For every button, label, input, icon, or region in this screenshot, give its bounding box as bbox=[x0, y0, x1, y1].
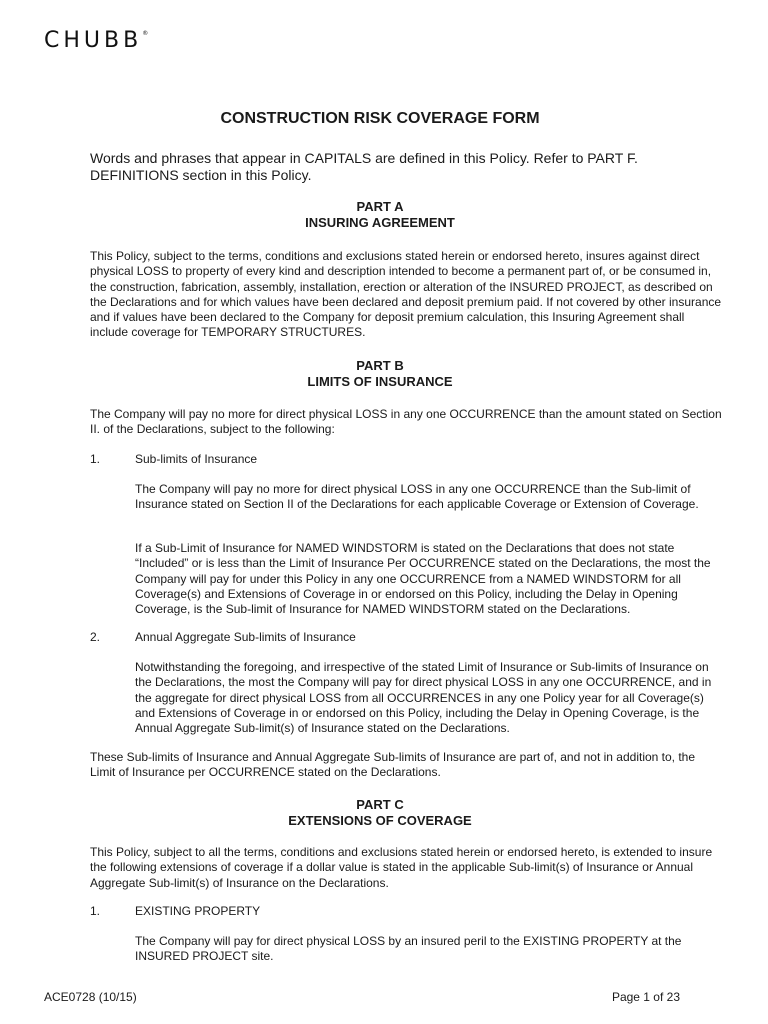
part-b-item-2 bbox=[90, 630, 356, 645]
registered-mark: ® bbox=[142, 30, 149, 37]
intro-paragraph: Words and phrases that appear in CAPITALS are defined in this Policy. Refer to PART F. DEFINITIONS section in this Policy. bbox=[90, 150, 638, 183]
part-b-closing-paragraph: These Sub-limits of Insurance and Annual Aggregate Sub-limits of Insurance are part of, and not in addition to, the Limit of Insurance per OCCURRENCE stated on the Declarations. bbox=[90, 750, 696, 780]
part-b-item-1 bbox=[90, 452, 257, 467]
part-a-label: PART A bbox=[356, 199, 404, 214]
part-c-heading bbox=[90, 797, 670, 829]
part-b-item-2-paragraph-1: Notwithstanding the foregoing, and irrespective of the stated Limit of Insurance or Sub-limits of Insurance on the Declarations, the most the Company will pay for direct physical LOSS in any one OCCURRENCE, and in the aggregate for direct physical LOSS from all OCCURRENCES in any one Policy year for all Coverage(s) and Extensions of Coverage in or endorsed on this Policy, including the Delay in Opening Coverage, is the Annual Aggregate Sub-limit(s) of Insurance stated on the Declarations. bbox=[135, 660, 712, 736]
chubb-logo bbox=[44, 28, 148, 53]
part-c-item-1-paragraph-1: The Company will pay for direct physical LOSS by an insured peril to the EXISTING PROPERTY at the INSURED PROJECT site. bbox=[135, 934, 682, 964]
part-b-item-1-paragraph-2: If a Sub-Limit of Insurance for NAMED WINDSTORM is stated on the Declarations that does not state “Included” or is less than the Limit of Insurance Per OCCURRENCE stated on the Declarations, the most the Company will pay for under this Policy in any one OCCURRENCE from a NAMED WINDSTORM for all Coverage(s) and Extensions of Coverage in or endorsed on this Policy, including the Delay in Opening Coverage, is the Sub-limit of Insurance for NAMED WINDSTORM stated on the Declarations. bbox=[135, 541, 711, 617]
form-code: ACE0728 (10/15) bbox=[44, 990, 137, 1004]
item-number: 1. bbox=[90, 904, 101, 918]
item-number: 2. bbox=[90, 630, 101, 644]
document-title: CONSTRUCTION RISK COVERAGE FORM bbox=[220, 110, 540, 127]
part-b-title: LIMITS OF INSURANCE bbox=[307, 374, 453, 389]
part-c-paragraph: This Policy, subject to all the terms, conditions and exclusions stated herein or endorsed hereto, is extended to insure the following extensions of coverage if a dollar value is stated in the applicable Sub-limit(s) of Insurance or Annual Aggregate Sub-limit(s) of Insurance on the Declarations. bbox=[90, 845, 713, 890]
part-a-paragraph: This Policy, subject to the terms, conditions and exclusions stated herein or endorsed hereto, insures against direct physical LOSS to property of every kind and description intended to become a permanent part of, or be consumed in, the construction, fabrication, assembly, installation, erection or alteration of the INSURED PROJECT, as described on the Declarations and for which values have been declared and deposit premium paid. If not covered by other insurance and if values have been declared to the Company for deposit premium calculation, this Insuring Agreement shall include coverage for TEMPORARY STRUCTURES. bbox=[90, 249, 722, 340]
item-title: Annual Aggregate Sub-limits of Insurance bbox=[135, 630, 356, 644]
part-c-title: EXTENSIONS OF COVERAGE bbox=[288, 813, 472, 828]
part-b-paragraph: The Company will pay no more for direct physical LOSS in any one OCCURRENCE than the amount stated on Section II. of the Declarations, subject to the following: bbox=[90, 407, 722, 437]
part-a-heading bbox=[90, 199, 670, 231]
part-b-item-1-paragraph-1: The Company will pay no more for direct physical LOSS in any one OCCURRENCE than the Sub-limit of Insurance stated on Section II of the Declarations for each applicable Coverage or Extension of Coverage. bbox=[135, 482, 699, 512]
part-b-heading bbox=[90, 358, 670, 390]
part-c-item-1 bbox=[90, 904, 260, 919]
part-a-title: INSURING AGREEMENT bbox=[305, 215, 455, 230]
item-title: Sub-limits of Insurance bbox=[135, 452, 258, 466]
part-b-label: PART B bbox=[356, 358, 404, 373]
item-number: 1. bbox=[90, 452, 101, 466]
item-title: EXISTING PROPERTY bbox=[135, 904, 261, 918]
part-c-label: PART C bbox=[356, 797, 404, 812]
logo-text: CHUBB bbox=[44, 28, 143, 53]
page-number: Page 1 of 23 bbox=[611, 990, 680, 1004]
